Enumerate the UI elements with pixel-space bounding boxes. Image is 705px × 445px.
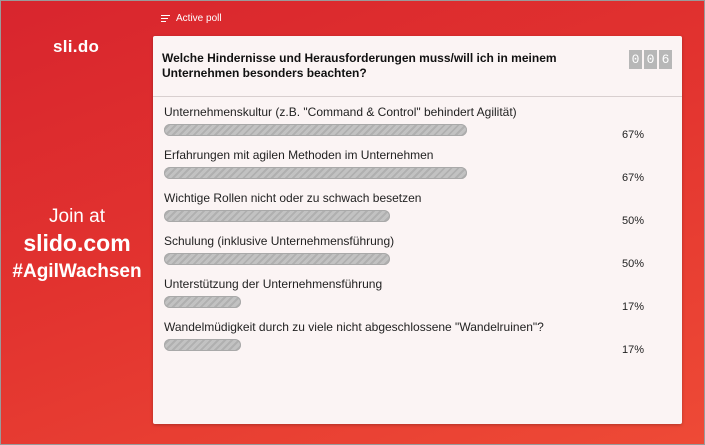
poll-header xyxy=(153,36,682,97)
list-icon xyxy=(161,15,170,22)
event-hashtag: #AgilWachsen xyxy=(12,261,142,282)
counter-digit: 0 xyxy=(629,50,642,69)
result-bar xyxy=(164,296,241,308)
result-bar xyxy=(164,167,467,179)
option-label: Unterstützung der Unternehmensführung xyxy=(164,277,383,291)
counter-digit: 6 xyxy=(659,50,672,69)
result-bar xyxy=(164,339,241,351)
option-label: Schulung (inklusive Unternehmensführung) xyxy=(164,234,395,248)
result-bar-track xyxy=(164,167,616,179)
poll-option xyxy=(164,234,674,277)
poll-option xyxy=(164,105,674,148)
result-bar xyxy=(164,124,467,136)
result-row xyxy=(164,123,674,141)
result-bar xyxy=(164,253,390,265)
join-at-text: Join at xyxy=(49,206,105,227)
result-row xyxy=(164,209,674,227)
result-bar xyxy=(164,210,390,222)
result-row xyxy=(164,252,674,270)
join-site: slido.com xyxy=(23,230,131,256)
option-label: Wichtige Rollen nicht oder zu schwach besetzen xyxy=(164,191,422,205)
result-percent: 50% xyxy=(622,215,645,227)
result-percent: 17% xyxy=(622,301,645,313)
slido-logo: sli.do xyxy=(53,37,100,56)
result-row xyxy=(164,295,674,313)
option-label: Unternehmenskultur (z.B. "Command & Control" behindert Agilität) xyxy=(164,105,517,119)
poll-panel xyxy=(153,36,682,424)
result-percent: 50% xyxy=(622,258,645,270)
result-bar-track xyxy=(164,339,616,351)
poll-question: Welche Hindernisse und Herausforderungen muss/will ich in meinem Unternehmen besonders beachten? xyxy=(162,51,557,80)
poll-option xyxy=(164,320,674,363)
result-bar-track xyxy=(164,296,616,308)
active-poll-indicator xyxy=(161,13,222,24)
poll-option xyxy=(164,191,674,234)
result-row xyxy=(164,338,674,356)
poll-options xyxy=(164,105,674,363)
result-bar-track xyxy=(164,210,616,222)
result-percent: 67% xyxy=(622,129,645,141)
result-row xyxy=(164,166,674,184)
active-poll-label: Active poll xyxy=(176,13,222,24)
join-info xyxy=(1,206,153,283)
option-label: Erfahrungen mit agilen Methoden im Unternehmen xyxy=(164,148,434,162)
result-bar-track xyxy=(164,253,616,265)
option-label: Wandelmüdigkeit durch zu viele nicht abgeschlossene "Wandelruinen"? xyxy=(164,320,544,334)
result-bar-track xyxy=(164,124,616,136)
vote-counter xyxy=(629,50,672,69)
counter-digit: 0 xyxy=(644,50,657,69)
result-percent: 67% xyxy=(622,172,645,184)
poll-option xyxy=(164,148,674,191)
result-percent: 17% xyxy=(622,344,645,356)
poll-option xyxy=(164,277,674,320)
